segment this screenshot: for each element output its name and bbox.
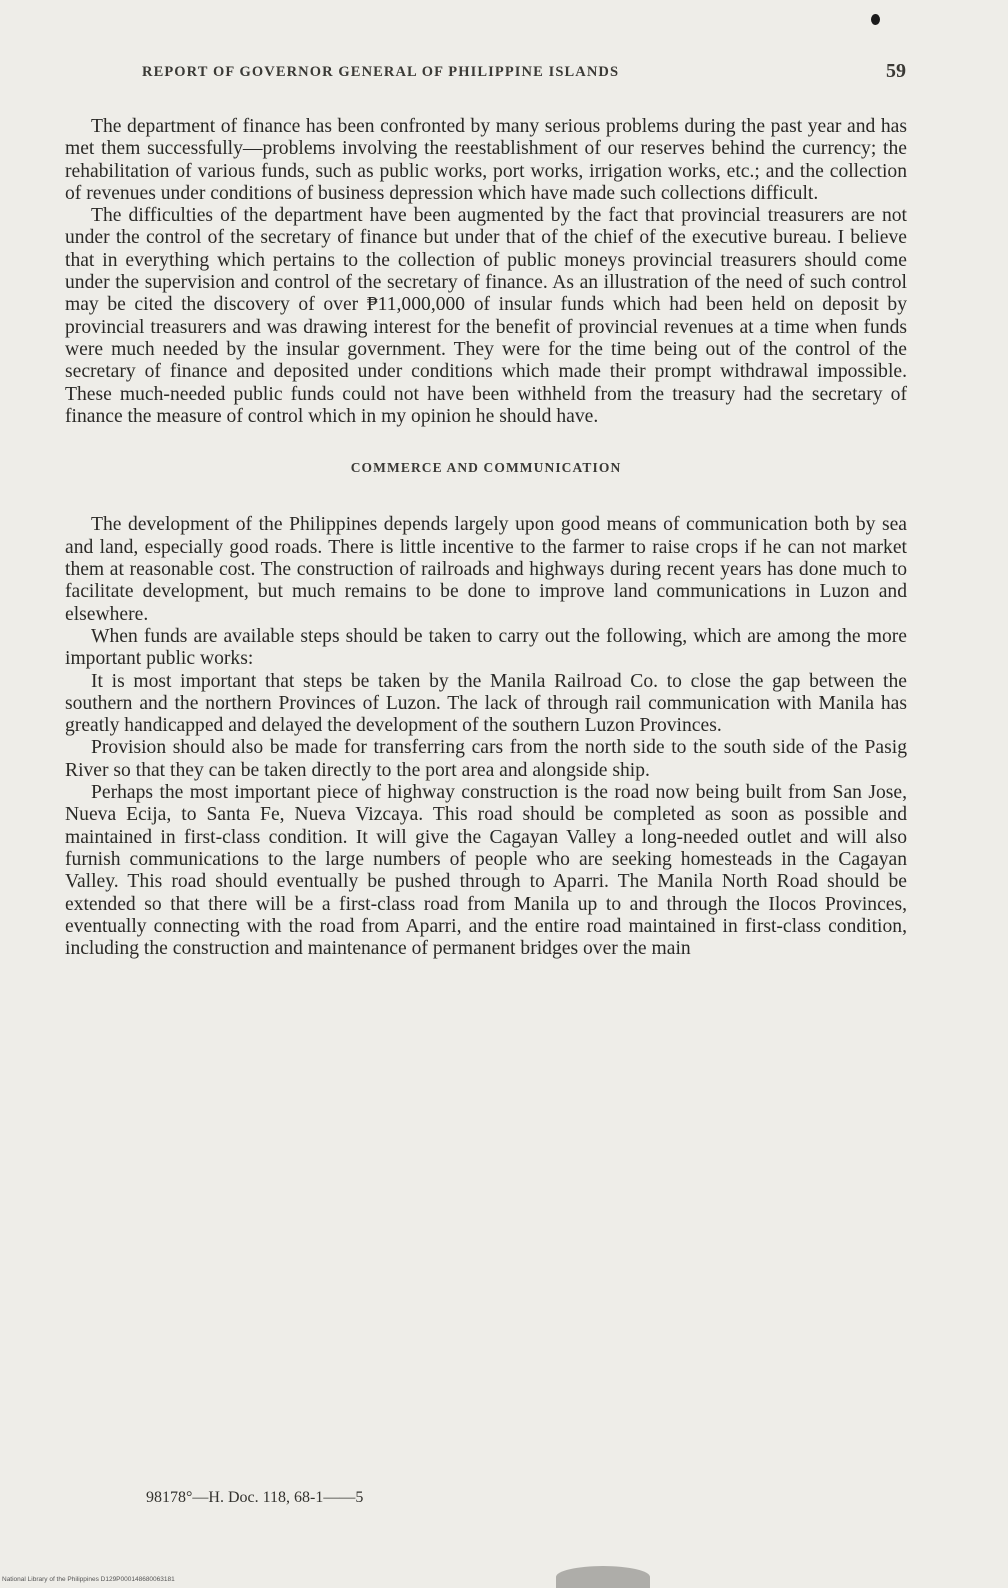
paragraph: The development of the Philippines depends largely upon good means of communication both by sea and land, especially good roads. There is little incentive to the farmer to raise crops if he can not market them at reasonable cost. The construction of railroads and highways during recent years has done much to facilitate development, but much remains to be done to improve land communications in Luzon and elsewhere.: [65, 514, 907, 625]
paragraph: The department of finance has been confronted by many serious problems during the past year and has met them successfully—problems involving the reestablishment of our reserves behind the currency; the rehabilitation of various funds, such as public works, port works, irrigation works, etc.; and the collection of revenues under conditions of business depression which have made such collections difficult.: [65, 116, 907, 204]
paragraph: Perhaps the most important piece of highway construction is the road now being built from San Jose, Nueva Ecija, to Santa Fe, Nueva Vizcaya. This road should be completed as soon as possible and maintained in first-class condition. It will give the Cagayan Valley a long-needed outlet and will also furnish communications to the large numbers of people who are seeking homesteads in the Cagayan Valley. This road should eventually be pushed through to Aparri. The Manila North Road should be extended so that there will be a first-class road from Manila up to and through the Ilocos Provinces, eventually connecting with the road from Aparri, and the entire road maintained in first-class condition, including the construction and maintenance of permanent bridges over the main: [65, 782, 907, 960]
library-scan-note: National Library of the Philippines D129P000148680063181: [2, 1576, 175, 1583]
page-number: 59: [886, 60, 906, 82]
scan-smudge: [556, 1566, 650, 1588]
running-header: [142, 60, 906, 88]
paragraph: The difficulties of the department have been augmented by the fact that provincial treasurers are not under the control of the secretary of finance but under that of the chief of the executive bureau. I believe that in everything which pertains to the collection of public moneys provincial treasurers should come under the supervision and control of the secretary of finance. As an illustration of the need of such control may be cited the discovery of over ₱11,000,000 of insular funds which had been held on deposit by provincial treasurers and was drawing interest for the benefit of provincial revenues at a time when funds were much needed by the insular government. They were for the time being out of the control of the secretary of finance and deposited under conditions which made their prompt withdrawal impossible. These much-needed public funds could not have been withheld from the treasury had the secretary of finance the measure of control which in my opinion he should have.: [65, 205, 907, 427]
body-text: [65, 116, 907, 960]
ink-dot: [871, 14, 880, 25]
running-header-title: REPORT OF GOVERNOR GENERAL OF PHILIPPINE ISLANDS: [142, 64, 620, 80]
section-heading: COMMERCE AND COMMUNICATION: [350, 460, 622, 476]
paragraph: When funds are available steps should be taken to carry out the following, which are among the more important public works:: [65, 625, 907, 670]
paragraph: It is most important that steps be taken by the Manila Railroad Co. to close the gap between the southern and the northern Provinces of Luzon. The lack of through rail communication with Manila has greatly handicapped and delayed the development of the southern Luzon Provinces.: [65, 670, 907, 737]
paragraph: Provision should also be made for transferring cars from the north side to the south side of the Pasig River so that they can be taken directly to the port area and alongside ship.: [65, 737, 907, 781]
document-reference: 98178°—H. Doc. 118, 68-1——5: [146, 1489, 364, 1506]
